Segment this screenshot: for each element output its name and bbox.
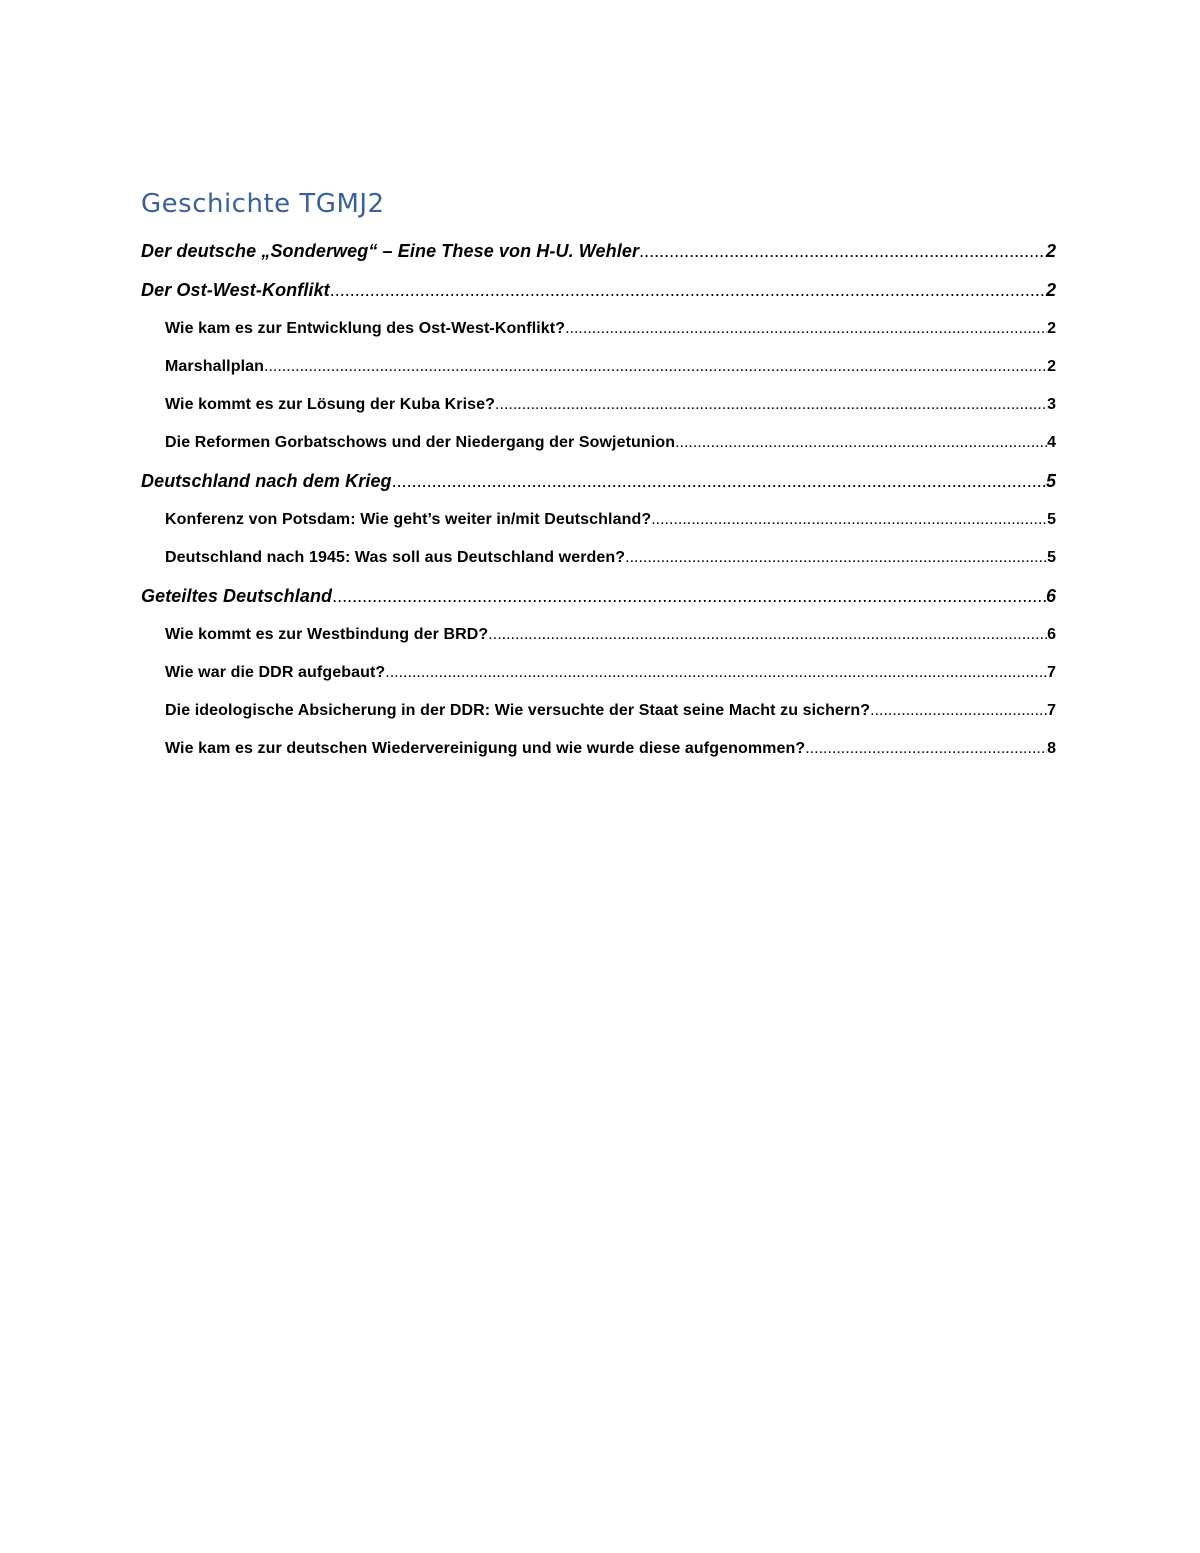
toc-dot-leader — [330, 271, 1046, 310]
toc-entry-westbindung[interactable] — [165, 616, 1056, 654]
toc-entry-title: Deutschland nach dem Krieg — [141, 471, 392, 491]
toc-entry-title: Wie kam es zur Entwicklung des Ost-West-Konflikt? — [165, 320, 566, 337]
toc-entry-page: 5 — [1047, 549, 1056, 566]
toc-entry-ideologische-absicherung[interactable] — [165, 692, 1056, 730]
toc-entry-title: Der deutsche „Sonderweg“ – Eine These von H-U. Wehler — [141, 241, 640, 261]
toc-dot-leader — [805, 730, 1047, 768]
toc-dot-leader — [565, 310, 1047, 348]
toc-entry-title: Geteiltes Deutschland — [141, 586, 333, 606]
toc-dot-leader — [488, 616, 1047, 654]
toc-entry-ost-west-konflikt[interactable] — [141, 271, 1056, 310]
toc-entry-marshallplan[interactable] — [165, 348, 1056, 386]
toc-entry-title: Wie kommt es zur Westbindung der BRD? — [165, 626, 489, 643]
toc-entry-title: Der Ost-West-Konflikt — [141, 280, 330, 300]
toc-entry-title: Die ideologische Absicherung in der DDR: Wie versuchte der Staat seine Macht zu sichern? — [165, 702, 871, 719]
toc-dot-leader — [495, 386, 1047, 424]
toc-entry-page: 2 — [1047, 320, 1056, 337]
toc-entry-page: 7 — [1047, 702, 1056, 719]
toc-dot-leader — [675, 424, 1047, 462]
toc-dot-leader — [870, 692, 1047, 730]
toc-entry-title: Deutschland nach 1945: Was soll aus Deutschland werden? — [165, 549, 626, 566]
toc-dot-leader — [392, 462, 1046, 501]
toc-entry-page: 6 — [1045, 586, 1056, 606]
toc-entry-geteiltes-deutschland[interactable] — [141, 577, 1056, 616]
toc-entry-title: Marshallplan — [165, 358, 265, 375]
toc-dot-leader — [651, 501, 1047, 539]
toc-entry-ddr-aufbau[interactable] — [165, 654, 1056, 692]
toc-dot-leader — [264, 348, 1047, 386]
toc-entry-title: Wie kommt es zur Lösung der Kuba Krise? — [165, 396, 496, 413]
toc-entry-title: Die Reformen Gorbatschows und der Niedergang der Sowjetunion — [165, 434, 676, 451]
toc-entry-deutschland-nach-krieg[interactable] — [141, 462, 1056, 501]
toc-entry-page: 7 — [1047, 664, 1056, 681]
toc-entry-potsdam[interactable] — [165, 501, 1056, 539]
toc-dot-leader — [625, 539, 1047, 577]
toc-dot-leader — [332, 577, 1046, 616]
toc-entry-page: 2 — [1047, 358, 1056, 375]
toc-entry-title: Wie war die DDR aufgebaut? — [165, 664, 386, 681]
toc-dot-leader — [639, 232, 1046, 271]
toc-entry-deutschland-1945[interactable] — [165, 539, 1056, 577]
toc-entry-title: Wie kam es zur deutschen Wiedervereinigung und wie wurde diese aufgenommen? — [165, 740, 806, 757]
toc-entry-page: 8 — [1047, 740, 1056, 757]
toc-entry-page: 2 — [1045, 280, 1056, 300]
toc-entry-gorbatschow[interactable] — [165, 424, 1056, 462]
toc-entry-page: 5 — [1045, 471, 1056, 491]
toc-entry-page: 3 — [1047, 396, 1056, 413]
toc-entry-kuba-krise[interactable] — [165, 386, 1056, 424]
toc-entry-page: 2 — [1045, 241, 1056, 261]
toc-entry-sonderweg[interactable] — [141, 232, 1056, 271]
toc-entry-page: 6 — [1047, 626, 1056, 643]
toc-entry-page: 4 — [1047, 434, 1056, 451]
toc-dot-leader — [385, 654, 1047, 692]
toc-entry-page: 5 — [1047, 511, 1056, 528]
toc-entry-entwicklung-konflikt[interactable] — [165, 310, 1056, 348]
table-of-contents — [141, 232, 1056, 768]
document-title: Geschichte TGMJ2 — [141, 189, 385, 219]
toc-entry-title: Konferenz von Potsdam: Wie geht’s weiter in/mit Deutschland? — [165, 511, 652, 528]
toc-entry-wiedervereinigung[interactable] — [165, 730, 1056, 768]
